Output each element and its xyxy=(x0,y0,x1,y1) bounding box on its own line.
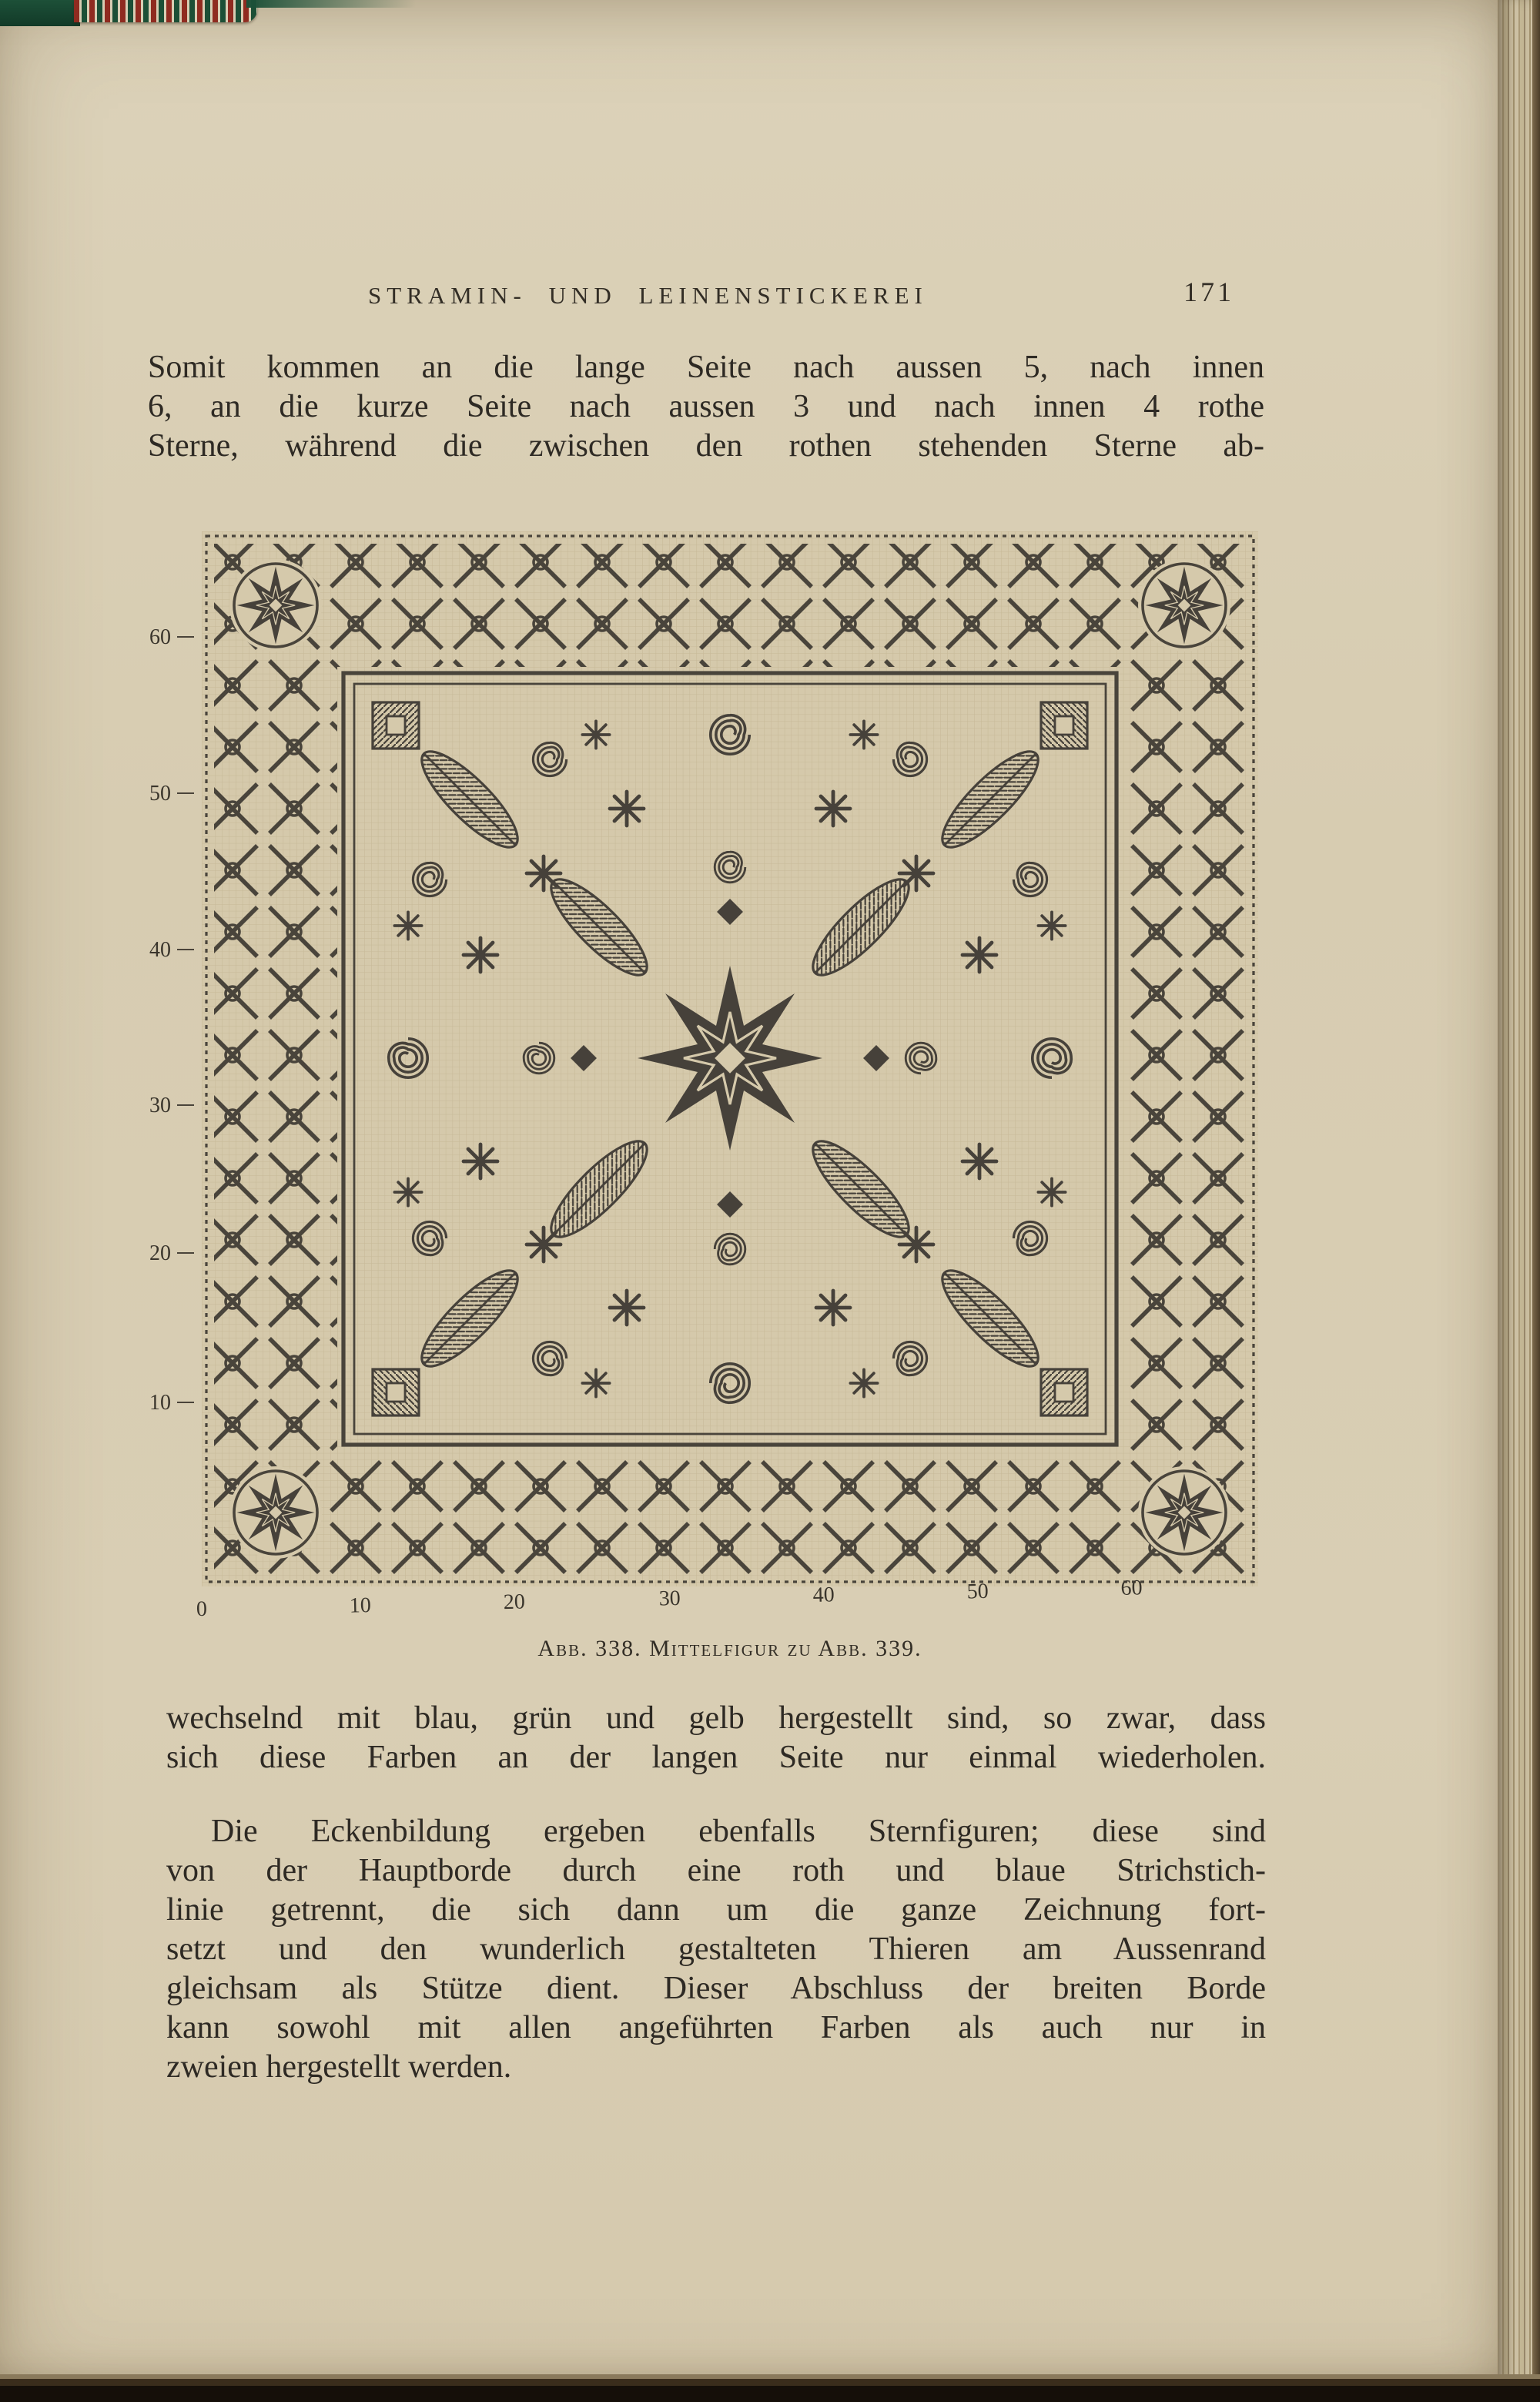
y-axis-tick: 30 xyxy=(120,1094,194,1118)
page-number: 171 xyxy=(1183,276,1234,307)
book-edge-bottom xyxy=(0,2374,1540,2402)
x-axis-tick: 10 xyxy=(349,1593,372,1618)
book-edge-right xyxy=(1532,0,1540,2402)
y-axis-tick: 60 xyxy=(120,625,194,650)
x-axis-tick: 20 xyxy=(503,1590,526,1615)
text-line: sich diese Farben an der langen Seite nur einmal wiederholen. xyxy=(166,1740,1266,1775)
paragraph-3 xyxy=(166,1812,1266,2087)
y-axis-tick: 20 xyxy=(120,1241,194,1266)
y-axis-tick: 50 xyxy=(120,782,194,806)
paragraph-2 xyxy=(166,1699,1266,1777)
figure-caption: Abb. 338. Mittelfigur zu Abb. 339. xyxy=(537,1636,922,1661)
x-axis-tick: 60 xyxy=(1120,1576,1143,1600)
text-line: von der Hauptborde durch eine roth und blaue Strichstich- xyxy=(166,1853,1266,1888)
text-line: linie getrennt, die sich dann um die ganze Zeichnung fort- xyxy=(166,1892,1266,1928)
y-axis-tick: 10 xyxy=(120,1391,194,1415)
text-line: zweien hergestellt werden. xyxy=(166,2049,512,2085)
text-line: 6, an die kurze Seite nach aussen 3 und nach innen 4 rothe xyxy=(148,389,1264,424)
text-line: gleichsam als Stütze dient. Dieser Abschluss der breiten Borde xyxy=(166,1971,1266,2006)
x-axis-tick: 30 xyxy=(658,1586,681,1611)
book-headband-tail xyxy=(246,0,416,8)
embroidery-pattern-drawing xyxy=(202,531,1258,1586)
x-axis-tick: 0 xyxy=(196,1596,208,1622)
y-axis-tick: 40 xyxy=(120,938,194,963)
text-line: kann sowohl mit allen angeführten Farben als auch nur in xyxy=(166,2010,1266,2045)
text-line: Die Eckenbildung ergeben ebenfalls Sternfiguren; diese sind xyxy=(211,1814,1266,1849)
text-line: Sterne, während die zwischen den rothen stehenden Sterne ab- xyxy=(148,428,1264,464)
text-line: Somit kommen an die lange Seite nach aussen 5, nach innen xyxy=(148,350,1264,385)
embroidery-pattern-figure xyxy=(149,531,1258,1622)
text-line: wechselnd mit blau, grün und gelb hergestellt sind, so zwar, dass xyxy=(166,1700,1266,1736)
text-line: setzt und den wunderlich gestalteten Thieren am Aussenrand xyxy=(166,1931,1266,1967)
book-headband-pattern xyxy=(74,0,257,22)
running-header-title: STRAMIN- UND LEINENSTICKEREI xyxy=(368,282,928,309)
x-axis-tick: 40 xyxy=(812,1583,835,1607)
paragraph-1 xyxy=(148,348,1264,466)
book-headband-cloth xyxy=(0,0,80,26)
x-axis-tick: 50 xyxy=(966,1579,989,1604)
